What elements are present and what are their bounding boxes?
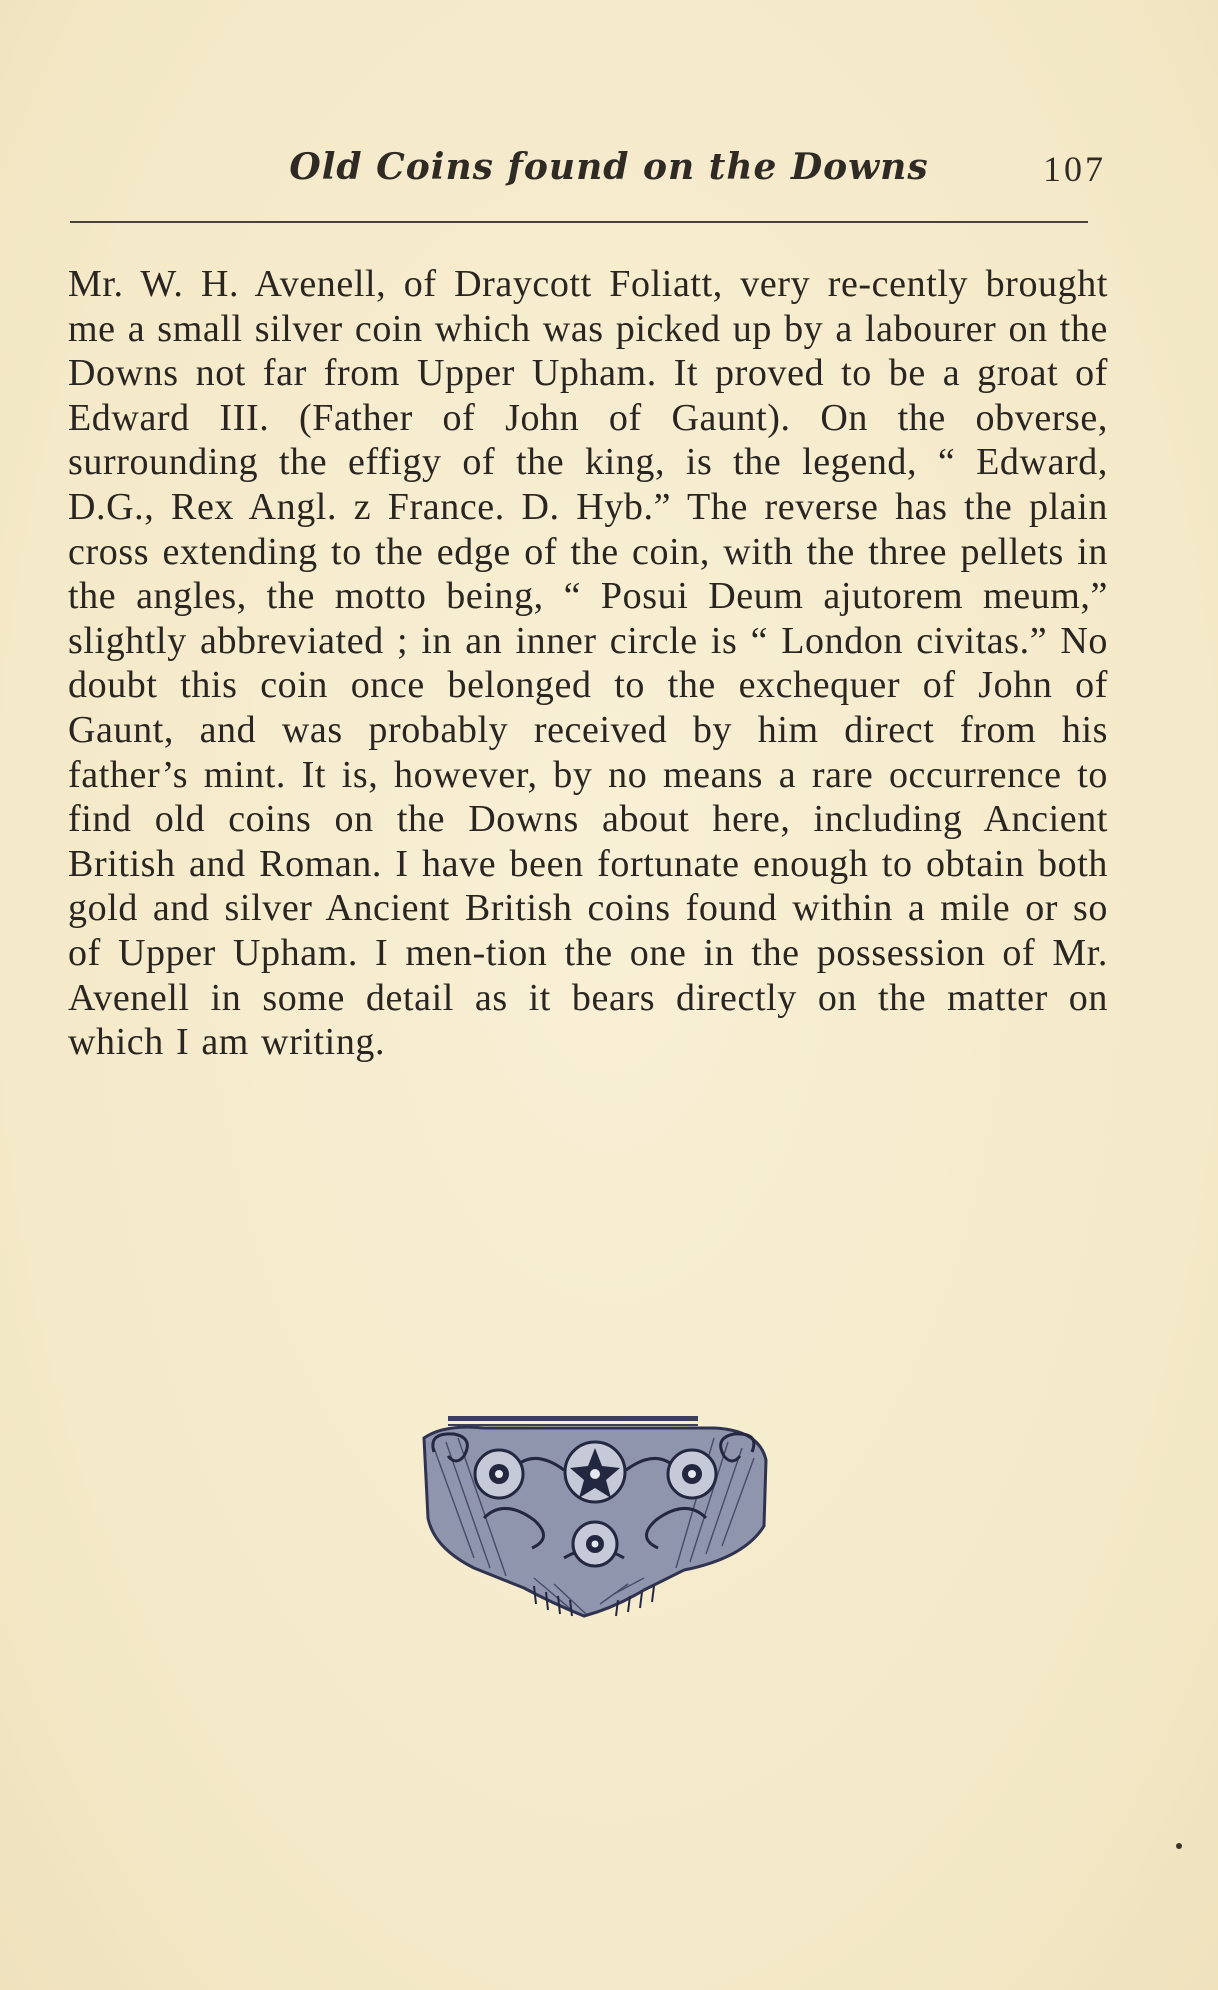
floral-tailpiece-ornament-icon bbox=[414, 1408, 776, 1618]
margin-dot bbox=[1176, 1843, 1182, 1849]
body-paragraph: Mr. W. H. Avenell, of Draycott Foliatt, very re-cently brought me a small silver coin which was picked up by a labourer on the Downs not far from Upper Upham. It proved to be a groat of Edward III. (Father of John of Gaunt). On the obverse, surrounding the effigy of the king, is the legend, “ Edward, D.G., Rex Angl. z France. D. Hyb.” The reverse has the plain cross extending to the edge of the coin, with the three pellets in the angles, the motto being, “ Posui Deum ajutorem meum,” slightly abbreviated ; in an inner circle is “ London civitas.” No doubt this coin once belonged to the exchequer of John of Gaunt, and was probably received by him direct from his father’s mint. It is, however, by no means a rare occurrence to find old coins on the Downs about here, including Ancient British and Roman. I have been fortunate enough to obtain both gold and silver Ancient British coins found within a mile or so of Upper Upham. I men-tion the one in the possession of Mr. Avenell in some detail as it bears directly on the matter on which I am writing. bbox=[68, 263, 1108, 1064]
running-head bbox=[0, 146, 1218, 196]
running-title: Old Coins found on the Downs bbox=[289, 146, 929, 188]
page-number: 107 bbox=[1043, 149, 1106, 189]
header-rule bbox=[70, 221, 1088, 223]
